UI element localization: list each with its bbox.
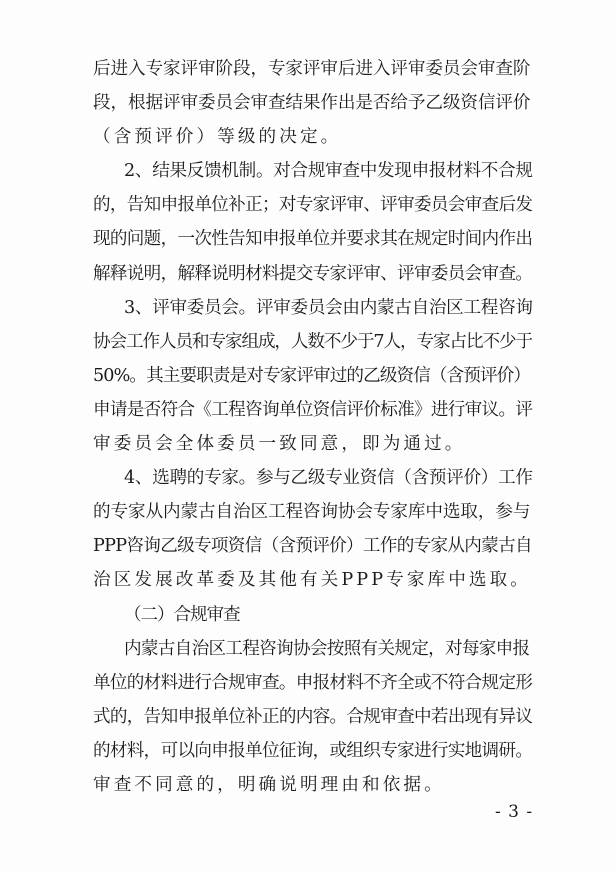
section-heading: （二）合规审查 bbox=[124, 605, 240, 625]
text-line: 协会工作人员和专家组成，人数不少于7人，专家占比不少于 bbox=[93, 332, 532, 352]
text-line: 现的问题，一次性告知申报单位并要求其在规定时间内作出 bbox=[93, 229, 533, 249]
page-number: - 3 - bbox=[495, 802, 534, 822]
text-line: 式的，告知申报单位补正的内容。合规审查中若出现有异议 bbox=[93, 707, 533, 727]
text-line: 的，告知申报单位补正；对专家评审、评审委员会审查后发 bbox=[93, 195, 533, 215]
text-line: PPP咨询乙级专项资信（含预评价）工作的专家从内蒙古自 bbox=[93, 536, 532, 556]
text-line: 解释说明，解释说明材料提交专家评审、评审委员会审查。 bbox=[93, 264, 533, 284]
paragraph-start-line: 内蒙古自治区工程咨询协会按照有关规定，对每家申报 bbox=[124, 639, 530, 659]
paragraph-start-line: 2、结果反馈机制。对合规审查中发现申报材料不合规 bbox=[124, 161, 533, 181]
text-line: （含预评价）等级的决定。 bbox=[93, 127, 342, 147]
text-line: 的专家从内蒙古自治区工程咨询协会专家库中选取，参与 bbox=[93, 502, 531, 522]
text-line: 单位的材料进行合规审查。申报材料不齐全或不符合规定形 bbox=[93, 673, 533, 693]
text-line: 申请是否符合《工程咨询单位资信评价标准》进行审议。评 bbox=[93, 400, 533, 420]
text-line: 审委员会全体委员一致同意，即为通过。 bbox=[93, 434, 466, 454]
paragraph-start-line: 4、选聘的专家。参与乙级专业资信（含预评价）工作 bbox=[124, 468, 533, 488]
text-line: 治区发展改革委及其他有关PPP专家库中选取。 bbox=[93, 570, 531, 590]
paragraph-start-line: 3、评审委员会。评审委员会由内蒙古自治区工程咨询 bbox=[124, 298, 533, 318]
text-line: 审查不同意的，明确说明理由和依据。 bbox=[93, 775, 445, 795]
text-line: 50%。其主要职责是对专家评审过的乙级资信（含预评价） bbox=[93, 366, 531, 386]
text-line: 后进入专家评审阶段，专家评审后进入评审委员会审查阶 bbox=[93, 59, 531, 79]
text-line: 段，根据评审委员会审查结果作出是否给予乙级资信评价 bbox=[93, 93, 531, 113]
text-line: 的材料，可以向申报单位征询，或组织专家进行实地调研。 bbox=[93, 741, 533, 761]
